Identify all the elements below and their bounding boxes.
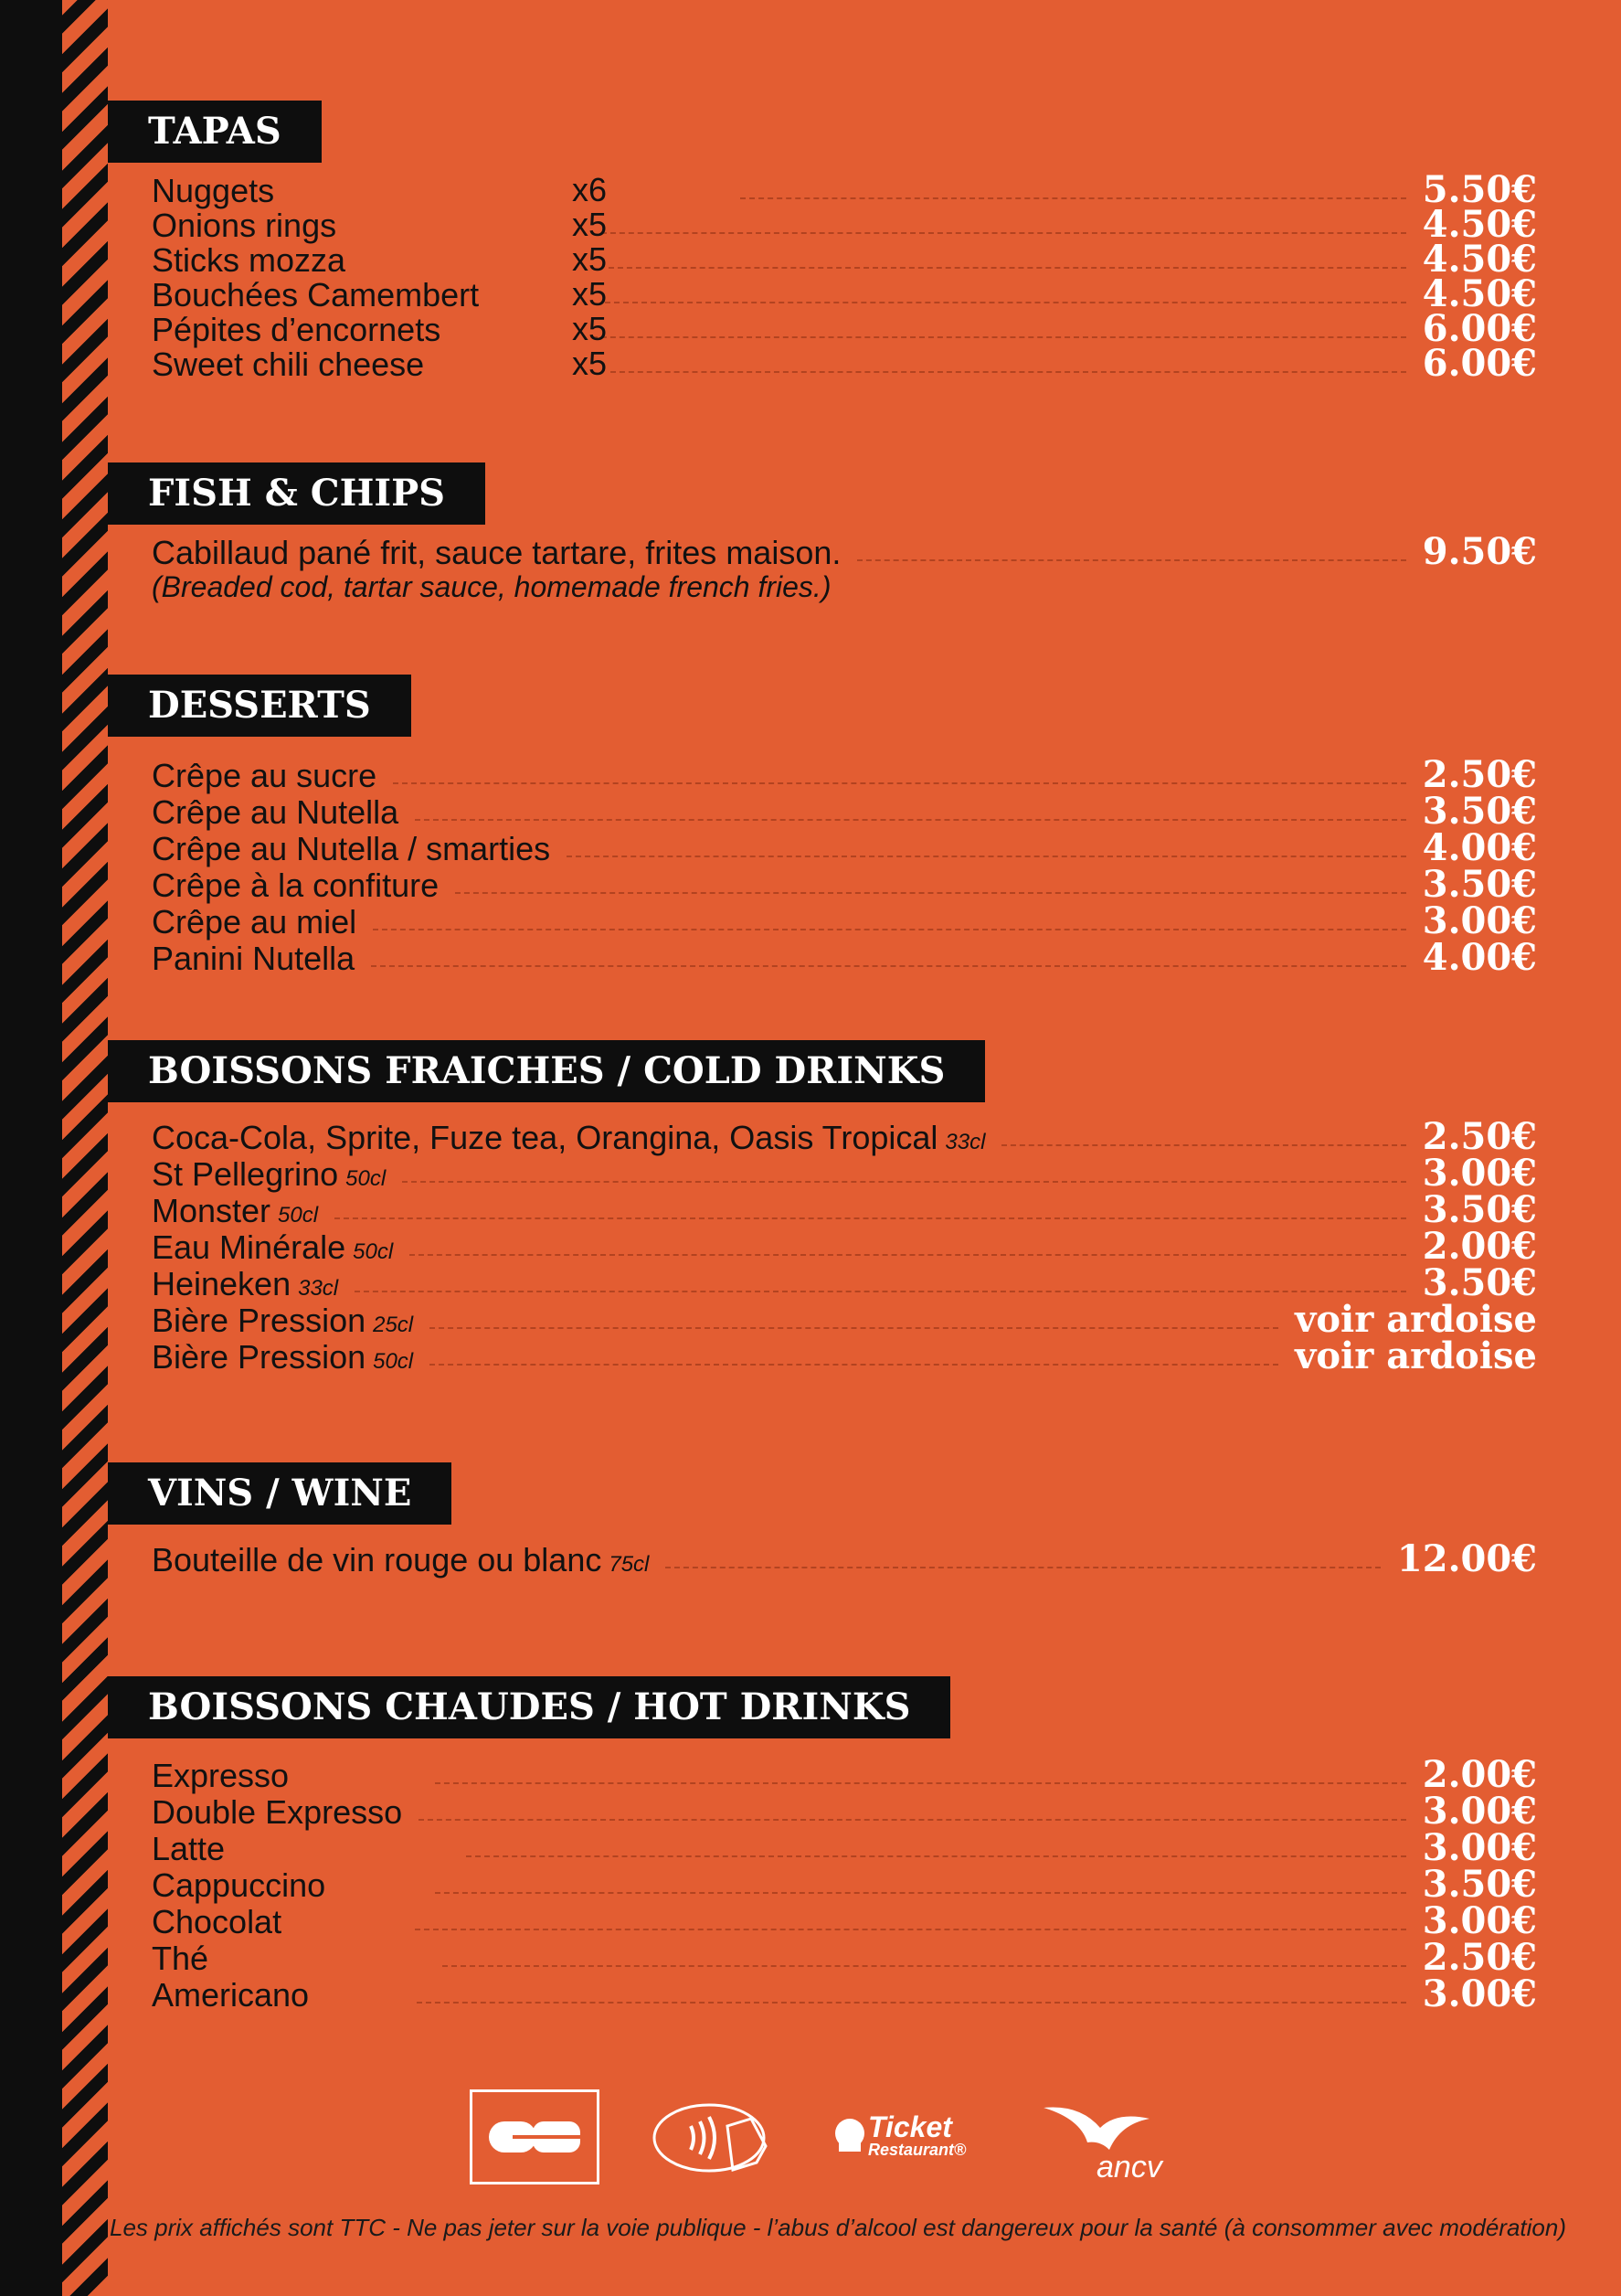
- menu-item: Sticks mozza x5 4.50€: [152, 238, 1537, 281]
- menu-item: Sweet chili cheese x5 6.00€: [152, 342, 1537, 385]
- menu-item: Coca-Cola, Sprite, Fuze tea, Orangina, Oasis Tropical 33cl 2.50€: [152, 1115, 1537, 1158]
- menu-item: Expresso 2.00€: [152, 1753, 1537, 1796]
- menu-item: Bouteille de vin rouge ou blanc 75cl 12.00€: [152, 1537, 1537, 1580]
- menu-item: Crêpe à la confiture 3.50€: [152, 863, 1537, 906]
- contactless-payment-icon: [651, 2089, 780, 2186]
- menu-item: Crêpe au Nutella 3.50€: [152, 790, 1537, 833]
- menu-item: Pépites d’encornets x5 6.00€: [152, 307, 1537, 350]
- menu-item: Chocolat 3.00€: [152, 1899, 1537, 1942]
- menu-item: Cabillaud pané frit, sauce tartare, frites maison. 9.50€: [152, 530, 1537, 573]
- menu-item: Thé 2.50€: [152, 1936, 1537, 1979]
- section-title-cold-drinks: BOISSONS FRAICHES / COLD DRINKS: [108, 1040, 985, 1102]
- menu-item: Heineken 33cl 3.50€: [152, 1261, 1537, 1304]
- menu-item: Cappuccino 3.50€: [152, 1863, 1537, 1906]
- section-title-desserts: DESSERTS: [108, 675, 411, 737]
- item-translation: (Breaded cod, tartar sauce, homemade french fries.): [152, 570, 832, 603]
- menu-item: Onions rings x5 4.50€: [152, 203, 1537, 246]
- menu-item: Crêpe au miel 3.00€: [152, 899, 1537, 942]
- menu-item: Eau Minérale 50cl 2.00€: [152, 1225, 1537, 1268]
- menu-item: Nuggets x6 5.50€: [152, 168, 1537, 211]
- ancv-logo-text: ancv: [1097, 2150, 1162, 2184]
- menu-item: Double Expresso 3.00€: [152, 1790, 1537, 1833]
- menu-item: Crêpe au sucre 2.50€: [152, 753, 1537, 796]
- menu-item: Bière Pression 25cl voir ardoise: [152, 1298, 1537, 1341]
- menu-item: Bouchées Camembert x5 4.50€: [152, 272, 1537, 315]
- restaurant-logo-text: Restaurant®: [868, 2141, 967, 2159]
- menu-item: Americano 3.00€: [152, 1972, 1537, 2015]
- section-title-fish: FISH & CHIPS: [108, 462, 485, 525]
- legal-footer: Les prix affichés sont TTC - Ne pas jeter sur la voie publique - l’abus d’alcool est dangereux pour la santé (à consommer avec modération): [109, 2214, 1566, 2241]
- striped-border: [0, 0, 108, 2296]
- menu-item: Bière Pression 50cl voir ardoise: [152, 1334, 1537, 1377]
- menu-item: Monster 50cl 3.50€: [152, 1188, 1537, 1231]
- menu-item: Latte 3.00€: [152, 1826, 1537, 1869]
- section-title-tapas: TAPAS: [108, 101, 322, 163]
- menu-item: Crêpe au Nutella / smarties 4.00€: [152, 826, 1537, 869]
- ticket-restaurant-logo: [832, 2089, 996, 2186]
- ticket-logo-text: Ticket: [868, 2110, 952, 2143]
- cb-card-logo: [470, 2089, 599, 2184]
- menu-item: St Pellegrino 50cl 3.00€: [152, 1152, 1537, 1195]
- section-title-wine: VINS / WINE: [108, 1462, 451, 1525]
- menu-item: Panini Nutella 4.00€: [152, 936, 1537, 979]
- section-title-hot-drinks: BOISSONS CHAUDES / HOT DRINKS: [108, 1676, 950, 1738]
- ancv-logo: [1042, 2089, 1179, 2186]
